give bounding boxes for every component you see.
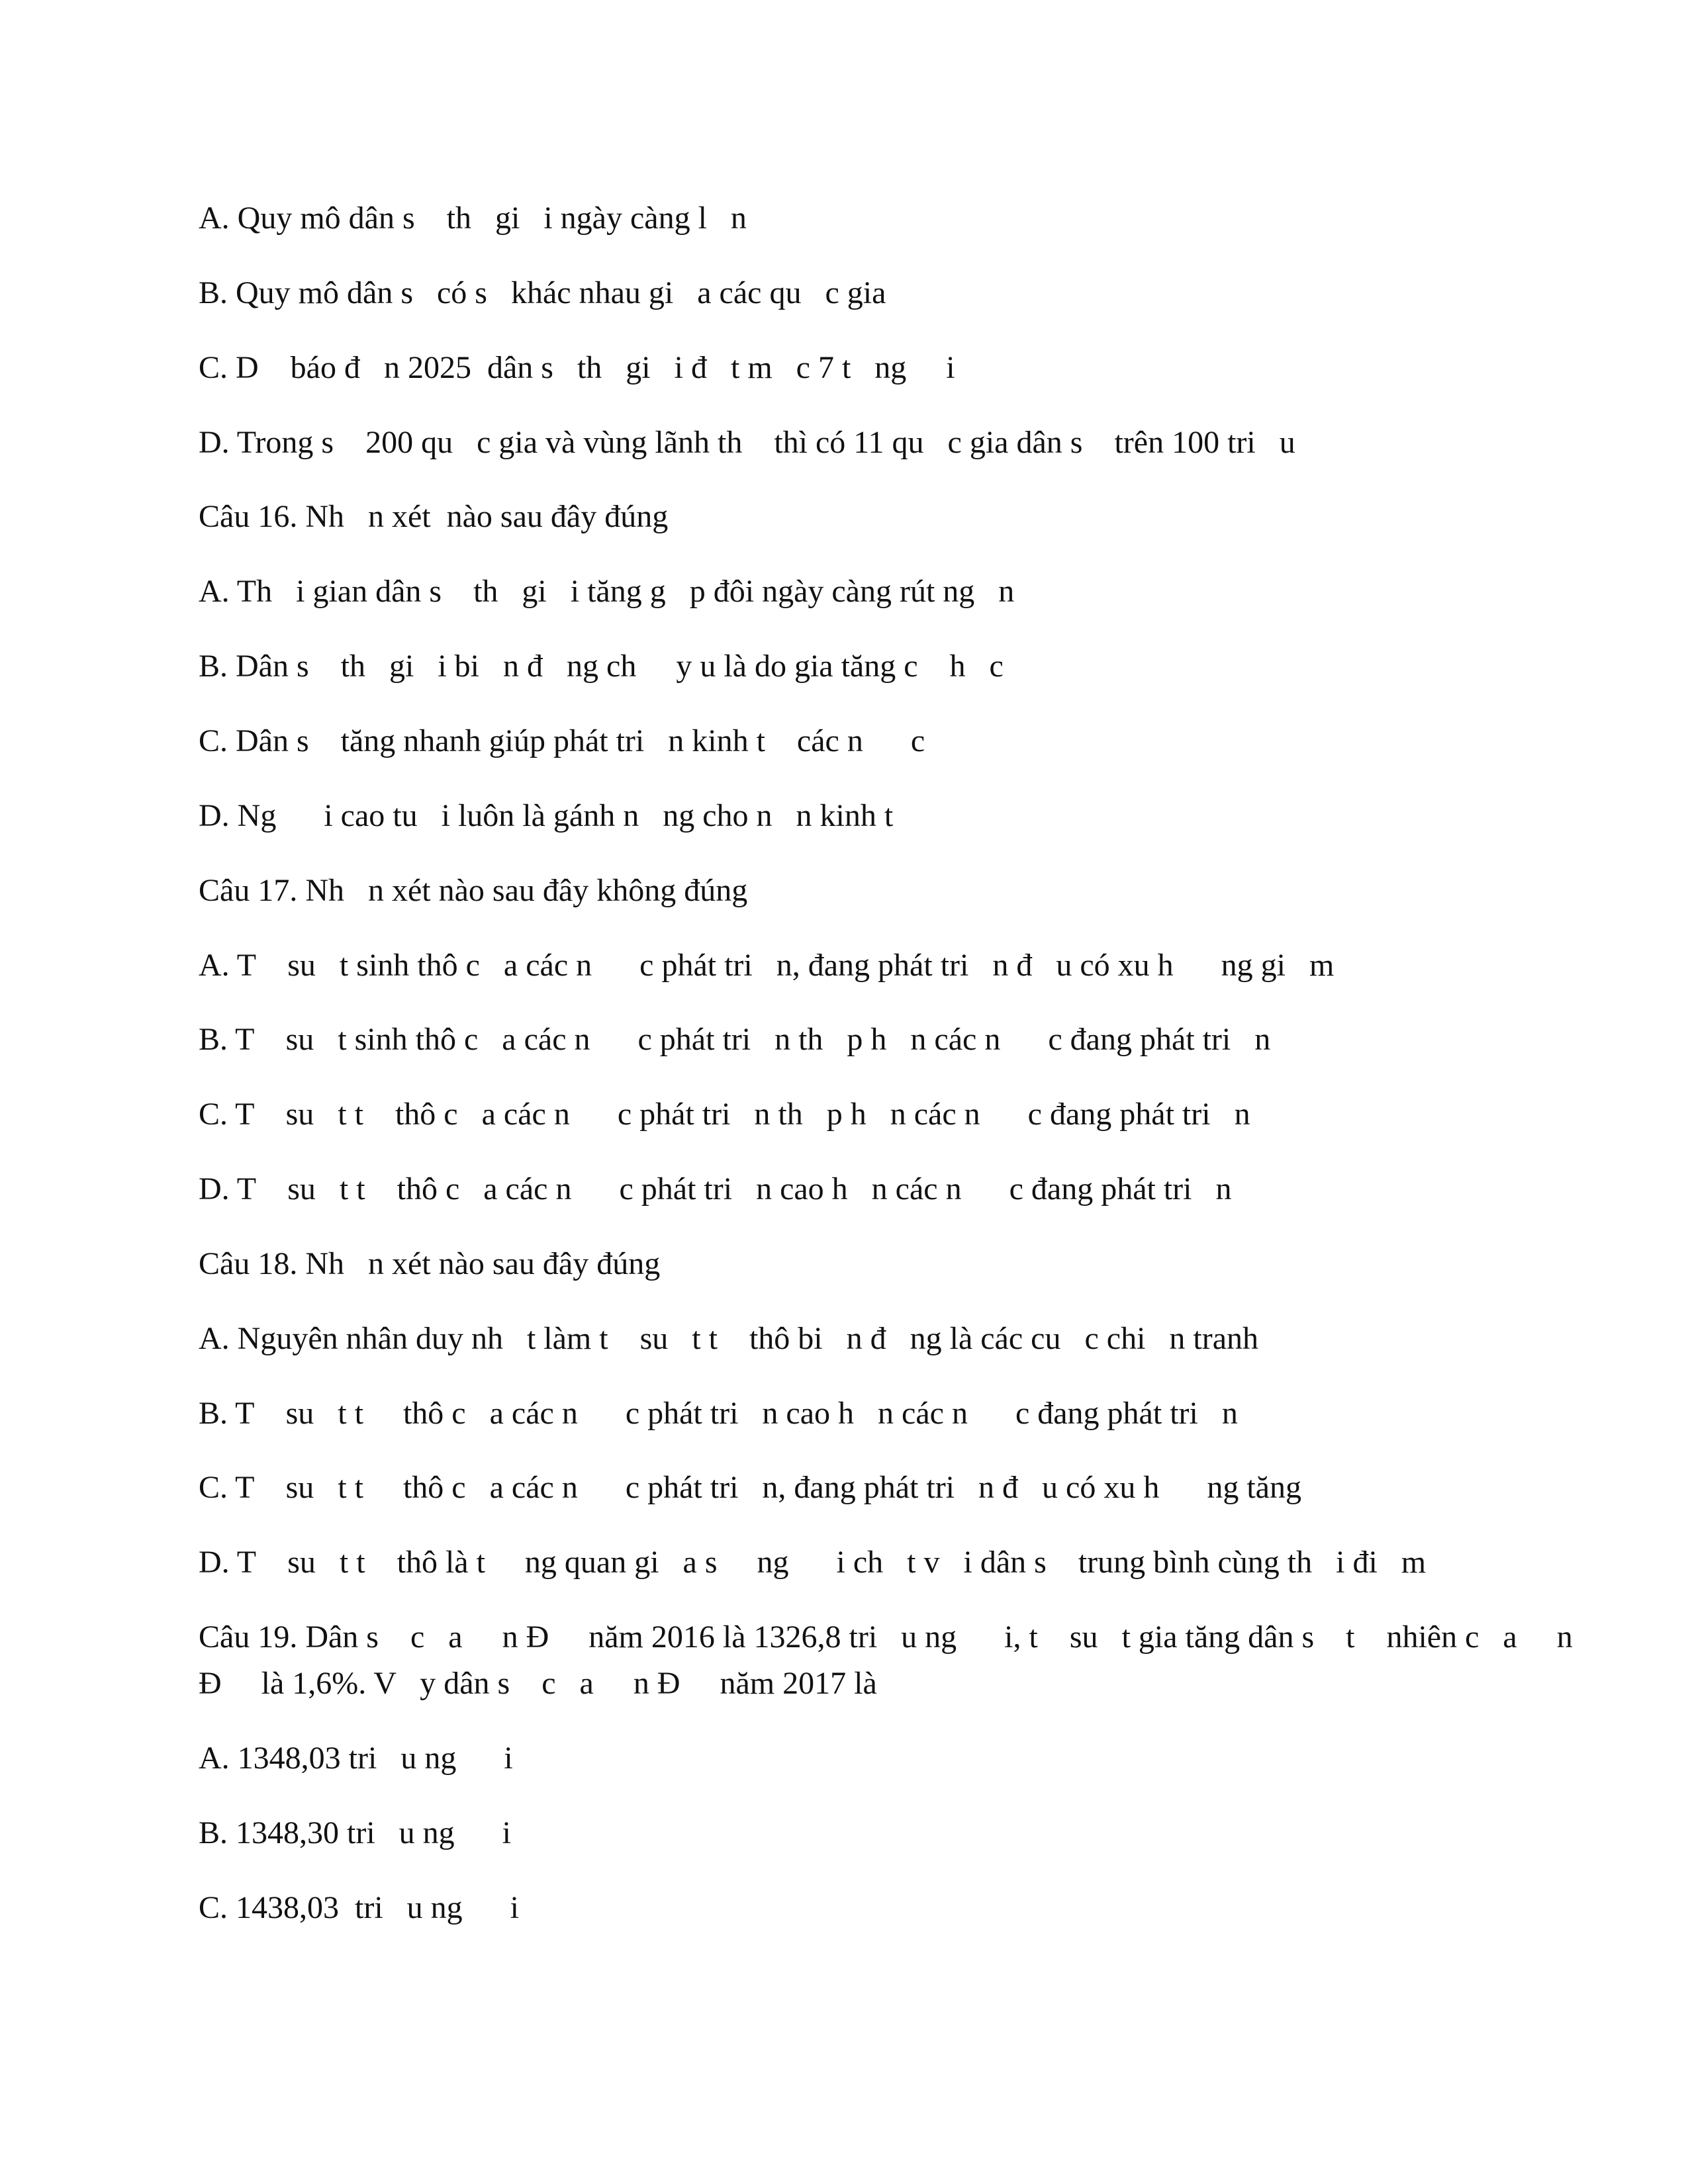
question-16: Câu 16. Nh n xét nào sau đây đúng	[199, 499, 669, 534]
option-16-c: C. Dân s tăng nhanh giúp phát tri n kinh t các n c	[199, 723, 925, 758]
option-17-c: C. T su t t thô c a các n c phát tri n th p h n các n c đang phát tri n	[199, 1097, 1250, 1132]
option-16-b: B. Dân s th gi i bi n đ ng ch y u là do gia tăng c h c	[199, 649, 1004, 684]
option-15-b: B. Quy mô dân s có s khác nhau gi a các qu c gia	[199, 275, 886, 310]
option-18-b: B. T su t t thô c a các n c phát tri n cao h n các n c đang phát tri n	[199, 1396, 1238, 1431]
option-18-d: D. T su t t thô là t ng quan gi a s ng i ch t v i dân s trung bình cùng th i đi m	[199, 1545, 1427, 1580]
question-17: Câu 17. Nh n xét nào sau đây không đúng	[199, 873, 748, 908]
option-16-d: D. Ng i cao tu i luôn là gánh n ng cho n n kinh t	[199, 798, 894, 833]
option-17-d: D. T su t t thô c a các n c phát tri n cao h n các n c đang phát tri n	[199, 1171, 1232, 1206]
option-19-c: C. 1438,03 tri u ng i	[199, 1890, 520, 1925]
option-19-a: A. 1348,03 tri u ng i	[199, 1741, 513, 1776]
option-19-b: B. 1348,30 tri u ng i	[199, 1815, 512, 1850]
option-17-b: B. T su t sinh thô c a các n c phát tri n th p h n các n c đang phát tri n	[199, 1022, 1271, 1057]
option-16-a: A. Th i gian dân s th gi i tăng g p đôi ngày càng rút ng n	[199, 574, 1015, 609]
question-18: Câu 18. Nh n xét nào sau đây đúng	[199, 1246, 661, 1281]
question-19-line-2: Đ là 1,6%. V y dân s c a n Đ năm 2017 là	[199, 1666, 877, 1701]
option-18-a: A. Nguyên nhân duy nh t làm t su t t thô bi n đ ng là các cu c chi n tranh	[199, 1321, 1259, 1356]
option-17-a: A. T su t sinh thô c a các n c phát tri n, đang phát tri n đ u có xu h ng gi m	[199, 948, 1335, 983]
option-15-d: D. Trong s 200 qu c gia và vùng lãnh th thì có 11 qu c gia dân s trên 100 tri u	[199, 425, 1295, 460]
option-15-c: C. D báo đ n 2025 dân s th gi i đ t m c 7 t ng i	[199, 350, 955, 385]
option-18-c: C. T su t t thô c a các n c phát tri n, đang phát tri n đ u có xu h ng tăng	[199, 1470, 1301, 1505]
question-19-line-1: Câu 19. Dân s c a n Đ năm 2016 là 1326,8 tri u ng i, t su t gia tăng dân s t nhiên c a n	[199, 1619, 1573, 1655]
option-15-a: A. Quy mô dân s th gi i ngày càng l n	[199, 201, 747, 236]
